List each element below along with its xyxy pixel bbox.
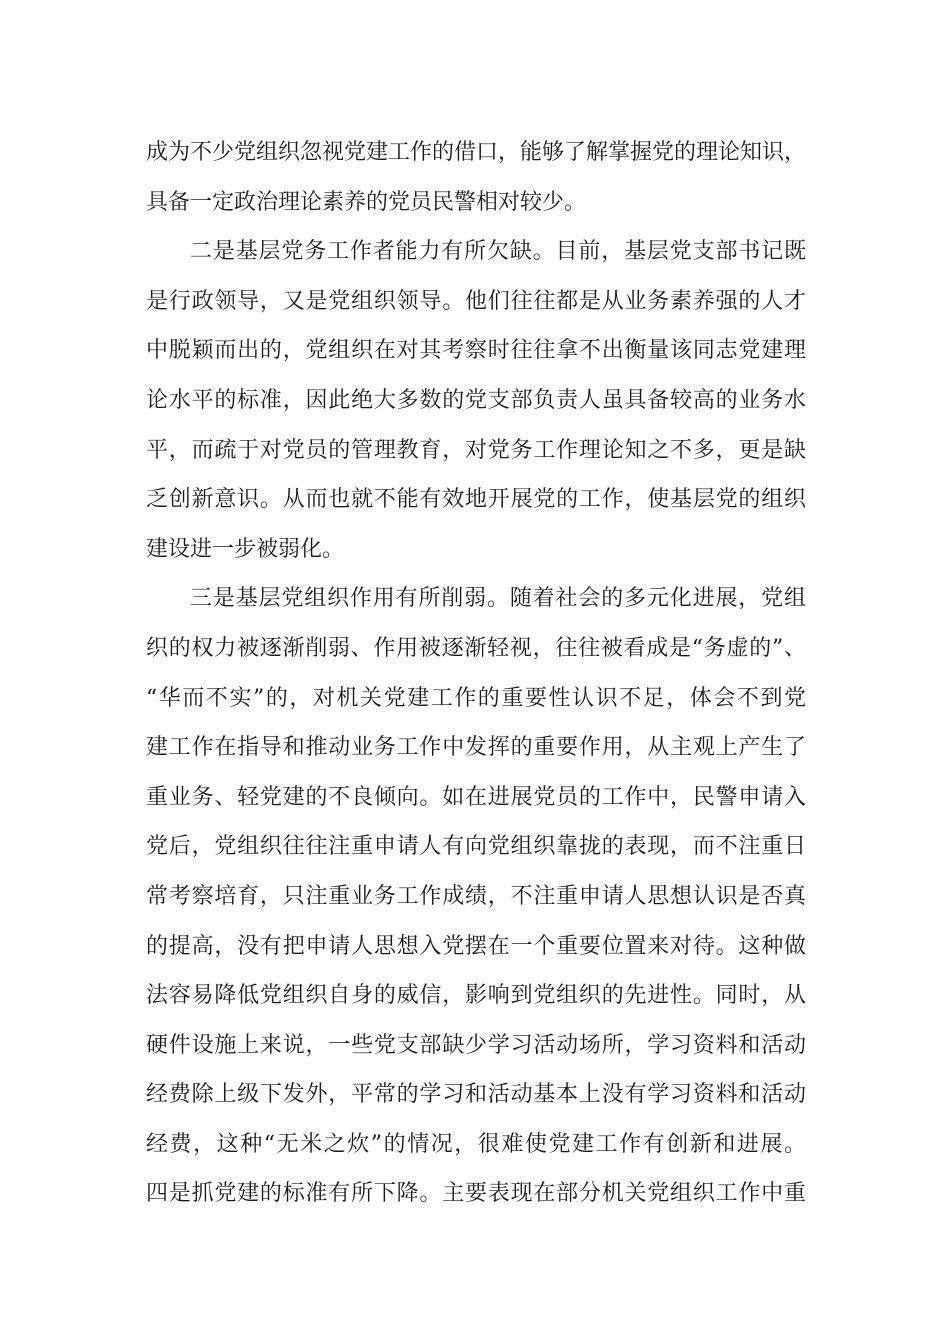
text-line: 经费，这种“无米之炊”的情况，很难使党建工作有创新和进展。 xyxy=(146,1131,806,1157)
text-line: 成为不少党组织忽视党建工作的借口，能够了解掌握党的理论知识， xyxy=(146,140,806,165)
text-line: 织的权力被逐渐削弱、作用被逐渐轻视，往往被看成是“务虚的”、 xyxy=(146,635,806,661)
text-line: 硬件设施上来说，一些党支部缺少学习活动场所，学习资料和活动 xyxy=(146,1032,806,1058)
text-line: 经费除上级下发外，平常的学习和活动基本上没有学习资料和活动 xyxy=(146,1082,806,1108)
text-line: “华而不实”的，对机关党建工作的重要性认识不足，体会不到党 xyxy=(146,685,806,711)
paragraph-start-line: 三是基层党组织作用有所削弱。随着社会的多元化进展，党组 xyxy=(190,586,806,612)
text-line: 建设进一步被弱化。 xyxy=(146,536,345,562)
text-line: 中脱颖而出的，党组织在对其考察时往往拿不出衡量该同志党建理 xyxy=(146,338,806,364)
text-line: 法容易降低党组织自身的威信，影响到党组织的先进性。同时，从 xyxy=(146,983,806,1009)
text-line: 乏创新意识。从而也就不能有效地开展党的工作，使基层党的组织 xyxy=(146,487,806,513)
text-line: 论水平的标准，因此绝大多数的党支部负责人虽具备较高的业务水 xyxy=(146,387,806,413)
paragraph-start-line: 二是基层党务工作者能力有所欠缺。目前，基层党支部书记既 xyxy=(190,239,806,265)
text-line: 平，而疏于对党员的管理教育，对党务工作理论知之不多，更是缺 xyxy=(146,437,806,463)
text-line: 的提高，没有把申请人思想入党摆在一个重要位置来对待。这种做 xyxy=(146,933,806,959)
text-line: 具备一定政治理论素养的党员民警相对较少。 xyxy=(146,189,587,215)
text-line: 常考察培育，只注重业务工作成绩，不注重申请人思想认识是否真 xyxy=(146,883,806,909)
body-text xyxy=(146,128,806,1219)
text-line: 四是抓党建的标准有所下降。主要表现在部分机关党组织工作中重 xyxy=(146,1181,806,1207)
text-line: 建工作在指导和推动业务工作中发挥的重要作用，从主观上产生了 xyxy=(146,735,806,761)
text-line: 重业务、轻党建的不良倾向。如在进展党员的工作中，民警申请入 xyxy=(146,784,806,810)
text-line: 党后，党组织往往注重申请人有向党组织靠拢的表现，而不注重日 xyxy=(146,834,806,860)
text-line: 是行政领导，又是党组织领导。他们往往都是从业务素养强的人才 xyxy=(146,288,806,314)
